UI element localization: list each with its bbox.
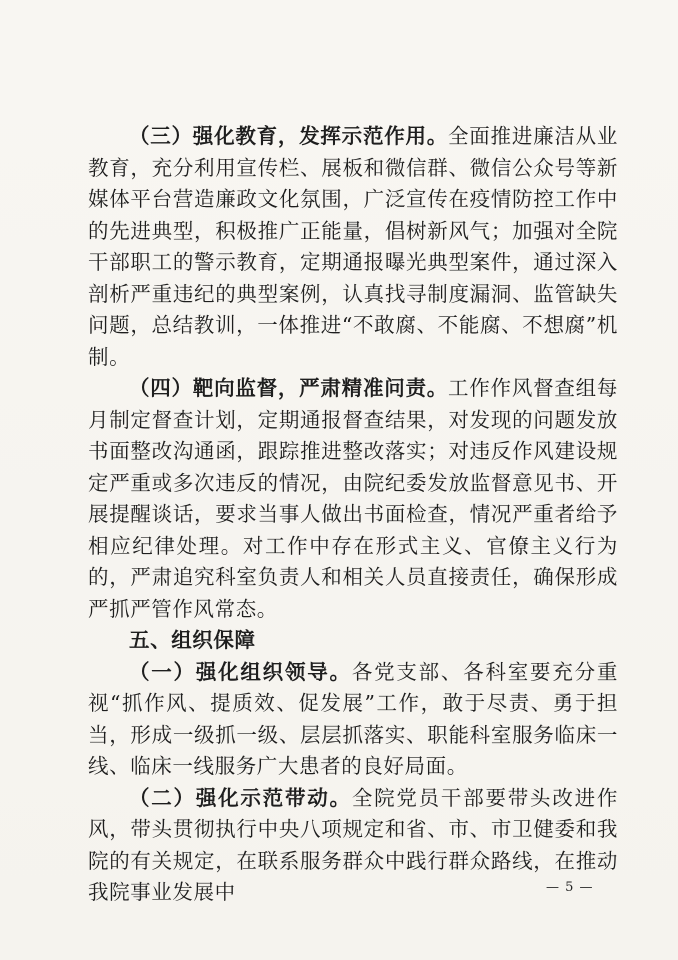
paragraph-lead: （二）强化示范带动。 [129, 785, 352, 810]
section-heading: 五、组织保障 [129, 628, 256, 652]
paragraph-lead: （三）强化教育，发挥示范作用。 [129, 124, 449, 148]
paragraph-strengthen-education [88, 121, 618, 373]
paragraph-lead: （四）靶向监督，严肃精准问责。 [129, 376, 449, 400]
paragraph-text: 全院党员干部要带头改进作风，带头贯彻执行中央八项规定和省、市、市卫健委和我院的有关规定，在联系服务群众中践行群众路线，在推动我院事业发展中 [88, 785, 619, 904]
paragraph-organizational-leadership [88, 657, 618, 783]
paragraph-targeted-supervision [88, 373, 618, 625]
paragraph-lead: （一）强化组织领导。 [129, 659, 352, 684]
paragraph-text: 全面推进廉洁从业教育，充分利用宣传栏、展板和微信群、微信公众号等新媒体平台营造廉政文化氛围，广泛宣传在疫情防控工作中的先进典型，积极推广正能量，倡树新风气；加强对全院干部职工的警示教育，定期通报曝光典型案件，通过深入剖析严重违纪的典型案例，认真找寻制度漏洞、监管缺失问题，总结教训，一体推进“不敢腐、不能腐、不想腐”机制。 [88, 124, 618, 369]
document-body [88, 121, 618, 909]
paragraph-demonstration-leading [88, 783, 618, 909]
page-number: — 5 — [546, 880, 594, 895]
paragraph-text: 工作作风督查组每月制定督查计划，定期通报督查结果，对发现的问题发放书面整改沟通函，跟踪推进整改落实；对违反作风建设规定严重或多次违反的情况，由院纪委发放监督意见书、开展提醒谈话，要求当事人做出书面检查，情况严重者给予相应纪律处理。对工作中存在形式主义、官僚主义行为的，严肃追究科室负责人和相关人员直接责任，确保形成严抓严管作风常态。 [88, 376, 618, 621]
paragraph-text: 各党支部、各科室要充分重视“抓作风、提质效、促发展”工作，敢于尽责、勇于担当，形成一级抓一级、层层抓落实、职能科室服务临床一线、临床一线服务广大患者的良好局面。 [88, 659, 619, 778]
